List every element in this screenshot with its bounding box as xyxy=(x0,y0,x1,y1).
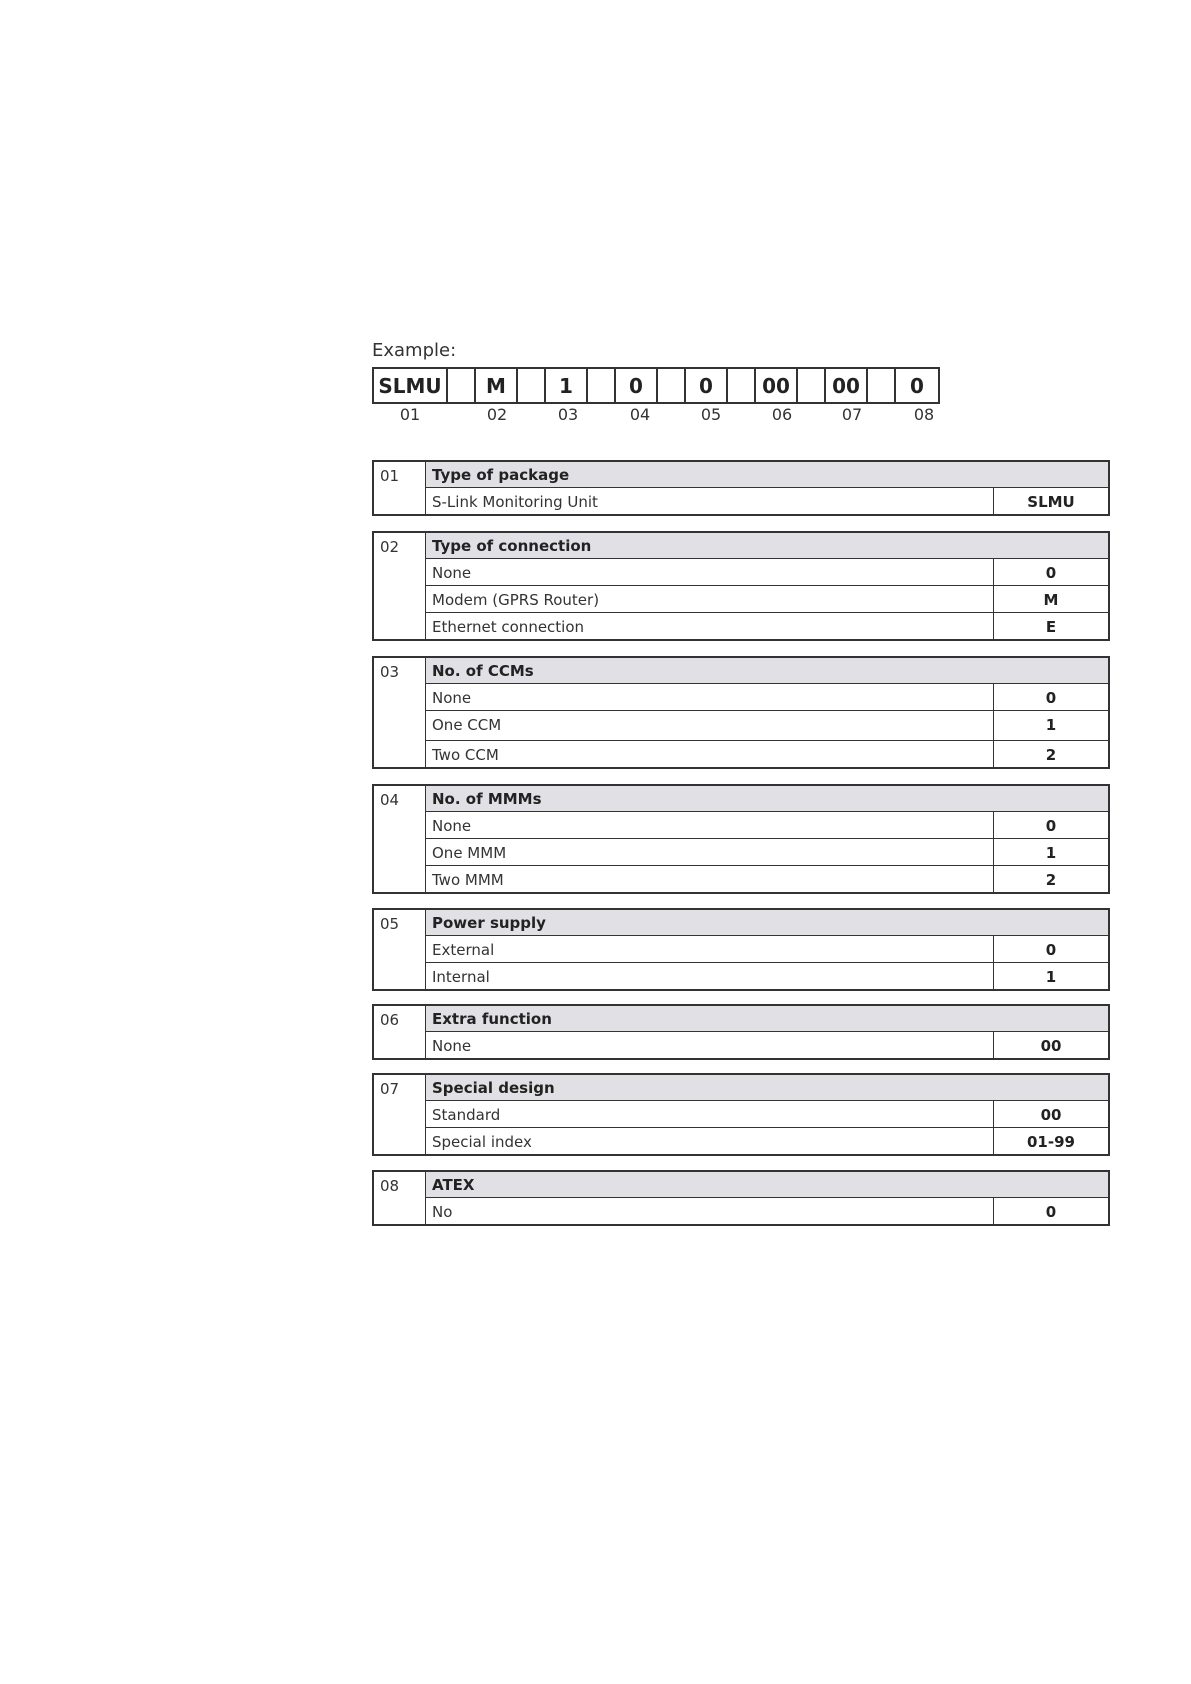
code-spacer xyxy=(588,369,616,402)
group-number: 07 xyxy=(374,1075,426,1154)
option-label: External xyxy=(426,936,994,962)
option-group-atex xyxy=(372,1170,1110,1226)
option-label: Two CCM xyxy=(426,741,994,767)
option-row xyxy=(426,711,1108,741)
code-cell: 1 xyxy=(546,369,588,402)
option-code: 0 xyxy=(1045,941,1057,959)
code-spacer xyxy=(798,369,826,402)
option-code: M xyxy=(1043,591,1059,609)
group-title: No. of MMMs xyxy=(426,786,1108,812)
option-code: 0 xyxy=(1045,1203,1057,1221)
group-number: 03 xyxy=(374,658,426,767)
option-row xyxy=(426,1128,1108,1154)
option-code: 2 xyxy=(1045,746,1057,764)
code-index: 07 xyxy=(841,405,863,424)
code-index: 01 xyxy=(399,405,421,424)
option-label: One MMM xyxy=(426,839,994,865)
option-label: Standard xyxy=(426,1101,994,1127)
option-label: No xyxy=(426,1198,994,1224)
group-title: Power supply xyxy=(426,910,1108,936)
code-cell: M xyxy=(476,369,518,402)
type-code-strip xyxy=(372,367,940,404)
option-group-package xyxy=(372,460,1110,516)
option-row xyxy=(426,1101,1108,1128)
option-group-power-supply xyxy=(372,908,1110,991)
option-code: E xyxy=(1045,618,1057,636)
option-row xyxy=(426,1032,1108,1058)
option-row xyxy=(426,963,1108,989)
option-group-ccms xyxy=(372,656,1110,769)
option-label: Special index xyxy=(426,1128,994,1154)
option-row xyxy=(426,936,1108,963)
code-cell: SLMU xyxy=(374,369,448,402)
code-index: 04 xyxy=(629,405,651,424)
code-spacer xyxy=(728,369,756,402)
code-index: 02 xyxy=(486,405,508,424)
option-label: None xyxy=(426,1032,994,1058)
option-code: 1 xyxy=(1045,716,1057,734)
option-row xyxy=(426,488,1108,514)
group-title: No. of CCMs xyxy=(426,658,1108,684)
option-label: None xyxy=(426,559,994,585)
code-spacer xyxy=(448,369,476,402)
option-code: 2 xyxy=(1045,871,1057,889)
code-cell: 00 xyxy=(756,369,798,402)
code-index: 08 xyxy=(913,405,935,424)
code-cell: 0 xyxy=(686,369,728,402)
option-code: 0 xyxy=(1045,689,1057,707)
option-code: 0 xyxy=(1045,817,1057,835)
code-index: 05 xyxy=(700,405,722,424)
code-cell: 00 xyxy=(826,369,868,402)
option-row xyxy=(426,586,1108,613)
option-group-mmms xyxy=(372,784,1110,894)
option-label: Internal xyxy=(426,963,994,989)
code-index: 03 xyxy=(557,405,579,424)
option-label: None xyxy=(426,684,994,710)
option-row xyxy=(426,559,1108,586)
option-code: 1 xyxy=(1045,968,1057,986)
group-title: ATEX xyxy=(426,1172,1108,1198)
option-code: 00 xyxy=(1040,1106,1062,1124)
group-title: Special design xyxy=(426,1075,1108,1101)
group-number: 02 xyxy=(374,533,426,639)
group-title: Type of package xyxy=(426,462,1108,488)
group-number: 08 xyxy=(374,1172,426,1224)
group-number: 05 xyxy=(374,910,426,989)
option-row xyxy=(426,1198,1108,1224)
option-row xyxy=(426,812,1108,839)
option-code: SLMU xyxy=(1027,493,1075,511)
code-spacer xyxy=(868,369,896,402)
code-cell: 0 xyxy=(910,373,924,398)
option-row xyxy=(426,866,1108,892)
option-code: 01-99 xyxy=(1027,1133,1075,1151)
option-row xyxy=(426,684,1108,711)
option-group-extra-function xyxy=(372,1004,1110,1060)
code-index: 06 xyxy=(771,405,793,424)
option-row xyxy=(426,613,1108,639)
code-cell: 0 xyxy=(616,369,658,402)
option-label: Two MMM xyxy=(426,866,994,892)
option-code: 00 xyxy=(1040,1037,1062,1055)
group-number: 04 xyxy=(374,786,426,892)
option-row xyxy=(426,839,1108,866)
option-group-connection xyxy=(372,531,1110,641)
code-spacer xyxy=(518,369,546,402)
example-label: Example: xyxy=(372,340,457,361)
option-label: None xyxy=(426,812,994,838)
option-label: One CCM xyxy=(426,711,994,740)
option-code: 1 xyxy=(1045,844,1057,862)
option-label: Ethernet connection xyxy=(426,613,994,639)
option-label: Modem (GPRS Router) xyxy=(426,586,994,612)
code-spacer xyxy=(658,369,686,402)
group-title: Extra function xyxy=(426,1006,1108,1032)
group-number: 06 xyxy=(374,1006,426,1058)
option-group-special-design xyxy=(372,1073,1110,1156)
option-row xyxy=(426,741,1108,767)
option-code: 0 xyxy=(1045,564,1057,582)
group-title: Type of connection xyxy=(426,533,1108,559)
option-label: S-Link Monitoring Unit xyxy=(426,488,994,514)
group-number: 01 xyxy=(374,462,426,514)
